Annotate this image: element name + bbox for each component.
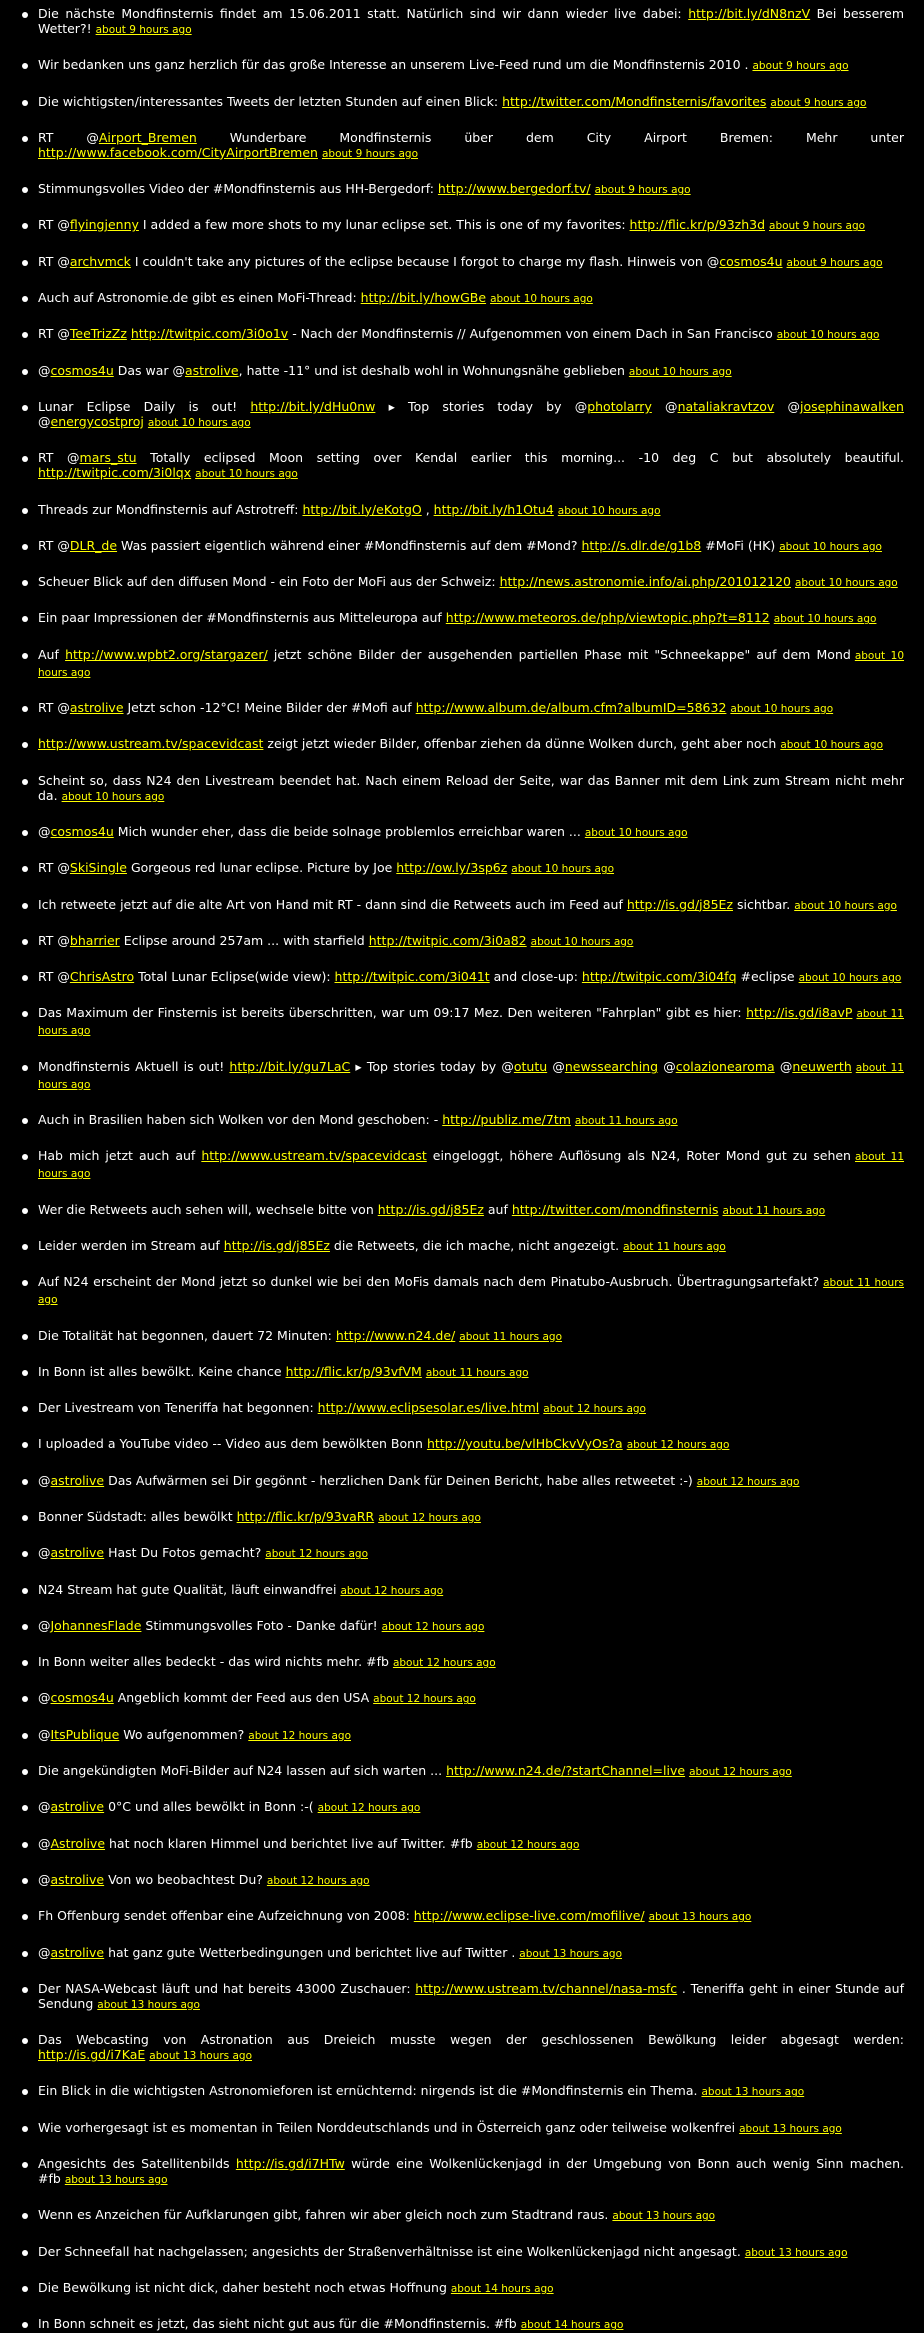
tweet-item (38, 1148, 904, 1182)
user-mention-link[interactable]: cosmos4u (50, 362, 114, 378)
tweet-timestamp-link[interactable]: about 10 hours ago (195, 468, 298, 481)
tweet-text: RT @ (38, 326, 70, 342)
tweet-text: I couldn't take any pictures of the eclipse because I forgot to charge my flash. Hinweis von @ (130, 253, 720, 269)
tweet-timestamp-link[interactable]: about 10 hours ago (511, 863, 615, 876)
tweet-timestamp-link[interactable]: about 13 hours ago (648, 1911, 752, 1924)
tweet-link[interactable]: http://flic.kr/p/93zh3d (629, 217, 766, 233)
tweet-link[interactable]: http://news.astronomie.info/ai.php/201012120 (499, 574, 791, 590)
tweet-text: Mich wunder eher, dass die beide solnage problemlos erreichbar waren ... (113, 823, 581, 839)
tweet-text: ▸ Top stories today by @ (375, 398, 588, 414)
tweet-timestamp-link[interactable]: about 10 hours ago (557, 504, 661, 517)
tweet-link[interactable]: http://twitpic.com/3i0o1v (130, 326, 289, 342)
tweet-item (38, 1654, 904, 1671)
tweet-timestamp-link[interactable]: about 13 hours ago (64, 2174, 168, 2187)
tweet-timestamp-link[interactable]: about 9 hours ago (769, 220, 866, 233)
tweet-link[interactable]: http://twitpic.com/3i0a82 (368, 932, 527, 948)
user-mention-link[interactable]: cosmos4u (50, 1690, 114, 1706)
tweet-item (38, 2207, 904, 2224)
tweet-timestamp-link[interactable]: about 10 hours ago (730, 703, 834, 716)
tweet-item (38, 1872, 904, 1889)
tweet-timestamp-link[interactable]: about 9 hours ago (770, 96, 867, 109)
tweet-text: Die nächste Mondfinsternis findet am 15.06.2011 statt. Natürlich sind wir dann wieder live dabei: (38, 6, 689, 21)
tweet-item (38, 1945, 904, 1962)
tweet-timestamp-link[interactable]: about 10 hours ago (794, 899, 897, 912)
tweet-text: @ (38, 823, 51, 839)
tweet-timestamp-link[interactable]: about 12 hours ago (476, 1838, 580, 1851)
tweet-timestamp-link[interactable]: about 12 hours ago (266, 1874, 370, 1887)
tweet-item (38, 1618, 904, 1635)
tweet-link[interactable]: http://twitter.com/Mondfinsternis/favorites (502, 93, 767, 109)
tweet-timestamp-link[interactable]: about 12 hours ago (378, 1511, 481, 1524)
tweet-link[interactable]: http://bit.ly/gu7LaC (229, 1058, 351, 1074)
tweet-timestamp-link[interactable]: about 11 hours ago (38, 1277, 905, 1307)
user-mention-link[interactable]: cosmos4u (50, 823, 114, 839)
user-mention-link[interactable]: astrolive (185, 362, 239, 378)
tweet-text: Wunderbare Mondfinsternis über dem City Airport Bremen: Mehr unter (196, 129, 904, 145)
tweet-text: würde eine Wolkenlückenjagd in der Umgebung von Bonn auch wenig Sinn machen. #fb (38, 2156, 904, 2187)
tweet-timestamp-link[interactable]: about 10 hours ago (776, 329, 880, 342)
tweet-text: N24 Stream hat gute Qualität, läuft einwandfrei (38, 1581, 337, 1597)
tweet-item (38, 1112, 904, 1129)
tweet-item (38, 502, 904, 519)
user-mention-link[interactable]: Airport_Bremen (98, 129, 197, 145)
tweet-text: @ (38, 1799, 51, 1815)
tweet-text: Die Totalität hat begonnen, dauert 72 Minuten: (38, 1327, 336, 1343)
tweet-link[interactable]: http://www.ustream.tv/spacevidcast (201, 1148, 427, 1164)
tweet-timestamp-link[interactable]: about 11 hours ago (459, 1330, 562, 1343)
tweet-link[interactable]: http://flic.kr/p/93vfVM (285, 1363, 422, 1379)
tweet-text: , hatte -11° und ist deshalb wohl in Wohnungsnähe geblieben (238, 362, 625, 378)
tweet-timestamp-link[interactable]: about 12 hours ago (248, 1729, 351, 1742)
tweet-text: Das Aufwärmen sei Dir gegönnt - herzlichen Dank für Deinen Bericht, habe alles retweetet :-) (104, 1472, 693, 1488)
tweet-item (38, 2316, 904, 2333)
tweet-timestamp-link[interactable]: about 13 hours ago (739, 2122, 842, 2135)
tweet-timestamp-link[interactable]: about 10 hours ago (61, 790, 165, 803)
tweet-text: @ (651, 398, 678, 414)
tweet-text: Auf N24 erscheint der Mond jetzt so dunkel wie bei den MoFis damals nach dem Pinatubo-Ausbruch. Übertragungsartefakt? (38, 1274, 820, 1290)
tweet-text: Die Bewölkung ist nicht dick, daher besteht noch etwas Hoffnung (38, 2279, 447, 2295)
user-mention-link[interactable]: ChrisAstro (69, 969, 135, 985)
tweet-text: Bei besserem Wetter?! (38, 6, 904, 36)
tweet-link[interactable]: http://twitter.com/mondfinsternis (511, 1201, 719, 1217)
tweet-item (38, 1727, 904, 1744)
tweet-text: #eclipse (736, 969, 795, 985)
tweet-text: @ (774, 398, 800, 414)
tweet-timestamp-link[interactable]: about 10 hours ago (38, 649, 905, 679)
tweet-item (38, 2280, 904, 2297)
tweet-text: @ (38, 1835, 51, 1851)
tweet-text: Angesichts des Satellitenbilds (38, 2156, 236, 2172)
tweet-item (38, 574, 904, 591)
tweet-item (38, 1799, 904, 1816)
tweet-timestamp-link[interactable]: about 13 hours ago (149, 2050, 253, 2063)
tweet-timestamp-link[interactable]: about 13 hours ago (744, 2246, 848, 2259)
tweet-item (38, 130, 904, 162)
tweet-timestamp-link[interactable]: about 10 hours ago (780, 739, 884, 752)
tweet-timestamp-link[interactable]: about 12 hours ago (340, 1584, 444, 1597)
tweet-item (38, 254, 904, 271)
user-mention-link[interactable]: cosmos4u (719, 253, 783, 269)
tweet-text: zeigt jetzt wieder Bilder, offenbar ziehen da dünne Wolken durch, geht aber noch (263, 736, 777, 752)
tweet-timestamp-link[interactable]: about 11 hours ago (38, 1151, 905, 1181)
tweet-timestamp-link[interactable]: about 10 hours ago (490, 293, 593, 306)
user-mention-link[interactable]: astrolive (50, 1871, 105, 1887)
tweet-timestamp-link[interactable]: about 11 hours ago (574, 1115, 678, 1128)
tweet-text: Fh Offenburg sendet offenbar eine Aufzeichnung von 2008: (38, 1908, 414, 1924)
tweet-timestamp-link[interactable]: about 12 hours ago (392, 1657, 496, 1670)
tweet-text: . Teneriffa geht in einer Stunde auf Sendung (38, 1980, 904, 2011)
tweet-item (38, 824, 904, 841)
tweet-text: #MoFi (HK) (701, 537, 776, 553)
tweet-link[interactable]: http://www.wpbt2.org/stargazer/ (65, 646, 268, 662)
tweet-timestamp-link[interactable]: about 12 hours ago (381, 1620, 485, 1633)
user-mention-link[interactable]: SkiSingle (69, 860, 127, 876)
tweet-link[interactable]: http://www.ustream.tv/channel/nasa-msfc (415, 1980, 678, 1996)
tweet-link[interactable]: http://is.gd/j85Ez (223, 1237, 330, 1253)
tweet-item (38, 538, 904, 555)
tweet-item (38, 1545, 904, 1562)
tweet-timestamp-link[interactable]: about 10 hours ago (798, 972, 902, 985)
tweet-text: @ (38, 1871, 51, 1887)
user-mention-link[interactable]: colazionearoma (675, 1058, 775, 1074)
tweet-text: Gorgeous red lunar eclipse. Picture by Joe (126, 860, 397, 876)
tweet-text: Jetzt schon -12°C! Meine Bilder der #Mofi auf (123, 700, 416, 716)
tweet-text: In Bonn weiter alles bedeckt - das wird nichts mehr. #fb (38, 1654, 389, 1670)
tweet-item (38, 2083, 904, 2100)
tweet-item (38, 1274, 904, 1308)
tweet-item (38, 1328, 904, 1345)
user-mention-link[interactable]: Astrolive (50, 1835, 106, 1851)
tweet-text: die Retweets, die ich mache, nicht angezeigt. (329, 1237, 620, 1253)
user-mention-link[interactable]: energycostproj (50, 413, 144, 429)
tweet-text: Das war @ (113, 362, 185, 378)
tweet-link[interactable]: http://ow.ly/3sp6z (396, 860, 508, 876)
tweet-item (38, 1908, 904, 1925)
tweet-text: Auch in Brasilien haben sich Wolken vor den Mond geschoben: - (38, 1112, 443, 1128)
tweet-item (38, 933, 904, 950)
user-mention-link[interactable]: DLR_de (69, 537, 118, 553)
tweet-item (38, 1364, 904, 1381)
tweet-text: Wenn es Anzeichen für Aufklarungen gibt, fahren wir aber gleich noch zum Stadtrand raus. (38, 2207, 609, 2223)
tweet-text: RT @ (38, 932, 70, 948)
tweet-timestamp-link[interactable]: about 14 hours ago (520, 2319, 624, 2332)
tweet-text: Was passiert eigentlich während einer #Mondfinsternis auf dem #Mond? (117, 537, 582, 553)
tweet-text: - Nach der Mondfinsternis // Aufgenommen von einem Dach in San Francisco (288, 326, 773, 342)
user-mention-link[interactable]: josephinawalken (799, 398, 904, 414)
tweet-timestamp-link[interactable]: about 10 hours ago (773, 613, 877, 626)
tweet-text: @ (38, 1545, 51, 1561)
tweet-text: Ein Blick in die wichtigsten Astronomieforen ist ernüchternd: nirgends ist die #Mondfinsternis ein Thema. (38, 2083, 698, 2099)
tweet-text: @ (38, 1617, 51, 1633)
tweet-text: Totally eclipsed Moon setting over Kendal earlier this morning... -10 deg C but absolutely beautiful. (136, 450, 904, 466)
tweet-text: In Bonn schneit es jetzt, das sieht nicht gut aus für die #Mondfinsternis. #fb (38, 2316, 517, 2332)
tweet-timestamp-link[interactable]: about 12 hours ago (543, 1403, 646, 1416)
tweet-text: Das Maximum der Finsternis ist bereits überschritten, war um 09:17 Mez. Den weiteren "Fahrplan" gibt es hier: (38, 1005, 747, 1021)
tweet-item (38, 94, 904, 111)
tweet-text: RT @ (38, 860, 70, 876)
tweet-item (38, 1202, 904, 1219)
tweet-text: RT @ (38, 450, 80, 466)
tweet-timestamp-link[interactable]: about 12 hours ago (317, 1802, 421, 1815)
tweet-timestamp-link[interactable]: about 9 hours ago (752, 60, 849, 73)
tweet-link[interactable]: http://bit.ly/h1Otu4 (433, 501, 554, 517)
tweet-link[interactable]: http://is.gd/i7HTw (235, 2156, 345, 2172)
tweet-timestamp-link[interactable]: about 10 hours ago (779, 540, 882, 553)
tweet-text: Scheuer Blick auf den diffusen Mond - ein Foto der MoFi aus der Schweiz: (38, 574, 500, 590)
tweet-item (38, 1582, 904, 1599)
tweet-item (38, 1836, 904, 1853)
tweet-text: @ (38, 1472, 51, 1488)
tweet-timestamp-link[interactable]: about 10 hours ago (795, 577, 898, 590)
tweet-item (38, 1059, 904, 1093)
tweet-text: @ (38, 1690, 51, 1706)
tweet-item (38, 700, 904, 717)
tweet-text: Ein paar Impressionen der #Mondfinsternis aus Mitteleuropa auf (38, 610, 446, 626)
tweet-item (38, 1400, 904, 1417)
user-mention-link[interactable]: neuwerth (792, 1058, 852, 1074)
tweet-item (38, 969, 904, 986)
tweet-text: @ (774, 1058, 793, 1074)
tweet-item (38, 1981, 904, 2013)
tweet-item (38, 1436, 904, 1453)
tweet-item (38, 1238, 904, 1255)
tweet-text: Mondfinsternis Aktuell is out! (38, 1058, 230, 1074)
tweet-text: @ (658, 1058, 676, 1074)
tweet-text: In Bonn ist alles bewölkt. Keine chance (38, 1363, 286, 1379)
tweet-item (38, 399, 904, 431)
tweet-item (38, 736, 904, 753)
tweet-text: Hast Du Fotos gemacht? (104, 1545, 262, 1561)
tweet-link[interactable]: http://flic.kr/p/93vaRR (236, 1508, 375, 1524)
tweet-text: sichtbar. (733, 896, 791, 912)
tweet-text: @ (547, 1058, 565, 1074)
tweet-link[interactable]: http://s.dlr.de/g1b8 (581, 537, 702, 553)
tweet-timestamp-link[interactable]: about 12 hours ago (689, 1766, 792, 1779)
tweet-timestamp-link[interactable]: about 9 hours ago (594, 184, 691, 197)
tweet-item (38, 1763, 904, 1780)
tweet-text: hat noch klaren Himmel und berichtet live auf Twitter. #fb (105, 1835, 473, 1851)
tweet-timestamp-link[interactable]: about 13 hours ago (701, 2086, 805, 2099)
tweet-text: eingeloggt, höhere Auflösung als N24, Roter Mond gut zu sehen (426, 1148, 851, 1164)
tweet-text: Scheint so, dass N24 den Livestream beendet hat. Nach einem Reload der Seite, war das Banner mit dem Link zum Stream nicht mehr da. (38, 772, 904, 803)
tweet-text: Wo aufgenommen? (119, 1726, 245, 1742)
tweet-text: RT @ (38, 969, 70, 985)
tweet-link[interactable]: http://www.facebook.com/CityAirportBremen (38, 144, 318, 160)
tweet-timestamp-link[interactable]: about 11 hours ago (623, 1240, 726, 1253)
tweet-text: Ich retweete jetzt auf die alte Art von Hand mit RT - dann sind die Retweets auch im Feed auf (38, 896, 627, 912)
tweet-link[interactable]: http://is.gd/j85Ez (377, 1201, 484, 1217)
tweet-item (38, 290, 904, 307)
tweet-text: RT @ (38, 537, 70, 553)
tweet-text: Total Lunar Eclipse(wide view): (134, 969, 335, 985)
tweet-text: Der Livestream von Teneriffa hat begonnen: (38, 1400, 318, 1416)
tweet-timestamp-link[interactable]: about 12 hours ago (696, 1475, 800, 1488)
tweet-timestamp-link[interactable]: about 12 hours ago (373, 1693, 476, 1706)
tweet-timestamp-link[interactable]: about 11 hours ago (38, 1061, 904, 1091)
tweet-text: Der NASA-Webcast läuft und hat bereits 43000 Zuschauer: (38, 1980, 416, 1996)
tweet-timestamp-link[interactable]: about 11 hours ago (425, 1366, 529, 1379)
tweet-text: Wer die Retweets auch sehen will, wechsele bitte von (38, 1201, 378, 1217)
tweet-item (38, 363, 904, 380)
tweet-timestamp-link[interactable]: about 12 hours ago (626, 1439, 730, 1452)
tweet-link[interactable]: http://twitpic.com/3i041t (334, 969, 490, 985)
tweet-item (38, 2120, 904, 2137)
tweet-link[interactable]: http://twitpic.com/3i04fq (581, 969, 737, 985)
tweet-item (38, 897, 904, 914)
user-mention-link[interactable]: astrolive (50, 1472, 105, 1488)
tweet-link[interactable]: http://www.bergedorf.tv/ (437, 181, 591, 197)
tweet-text: ▸ Top stories today by @ (350, 1058, 514, 1074)
tweet-timestamp-link[interactable]: about 10 hours ago (530, 935, 634, 948)
tweet-item (38, 57, 904, 74)
tweet-link[interactable]: http://is.gd/i7KaE (38, 2047, 146, 2063)
tweet-link[interactable]: http://twitpic.com/3i0lqx (38, 465, 192, 481)
tweet-link[interactable]: http://is.gd/j85Ez (626, 896, 733, 912)
tweet-text: Stimmungsvolles Foto - Danke dafür! (141, 1617, 378, 1633)
tweet-timestamp-link[interactable]: about 13 hours ago (97, 1998, 200, 2011)
tweet-text: @ (38, 1944, 51, 1960)
tweet-text: Bonner Südstadt: alles bewölkt (38, 1508, 237, 1524)
tweet-text: Von wo beobachtest Du? (104, 1871, 263, 1887)
tweet-timestamp-link[interactable]: about 13 hours ago (612, 2210, 716, 2223)
user-mention-link[interactable]: astrolive (50, 1799, 105, 1815)
user-mention-link[interactable]: newssearching (564, 1058, 659, 1074)
tweet-text: Threads zur Mondfinsternis auf Astrotreff: (38, 501, 303, 517)
tweet-text: Wir bedanken uns ganz herzlich für das große Interesse an unserem Live-Feed rund um die Mondfinsternis 2010 . (38, 57, 749, 73)
tweet-text: Die angekündigten MoFi-Bilder auf N24 lassen auf sich warten ... (38, 1763, 447, 1779)
tweet-link[interactable]: http://bit.ly/eKotgO (302, 501, 422, 517)
tweet-text: RT @ (38, 129, 99, 145)
tweet-link[interactable]: http://www.n24.de/?startChannel=live (446, 1763, 686, 1779)
tweet-text: hat ganz gute Wetterbedingungen und berichtet live auf Twitter . (104, 1944, 516, 1960)
tweet-link[interactable]: http://www.eclipse-live.com/mofilive/ (413, 1908, 645, 1924)
tweet-item (38, 2244, 904, 2261)
tweet-link[interactable]: http://www.album.de/album.cfm?albumID=58632 (415, 700, 727, 716)
user-mention-link[interactable]: photolarry (587, 398, 652, 414)
tweet-link[interactable]: http://www.eclipsesolar.es/live.html (317, 1400, 540, 1416)
tweet-text: I uploaded a YouTube video -- Video aus dem bewölkten Bonn (38, 1436, 427, 1452)
user-mention-link[interactable]: JohannesFlade (50, 1617, 142, 1633)
tweet-text: Auf (38, 646, 66, 662)
tweet-timestamp-link[interactable]: about 12 hours ago (265, 1548, 369, 1561)
tweet-item (38, 610, 904, 627)
user-mention-link[interactable]: astrolive (69, 700, 124, 716)
tweet-item (38, 773, 904, 805)
tweet-text: , (421, 501, 434, 517)
user-mention-link[interactable]: TeeTrizZz (69, 326, 127, 342)
tweet-link[interactable]: http://www.meteoros.de/php/viewtopic.php?t=8112 (445, 610, 770, 626)
tweet-timestamp-link[interactable]: about 10 hours ago (584, 826, 688, 839)
tweet-text: and close-up: (489, 969, 582, 985)
tweet-item (38, 217, 904, 234)
user-mention-link[interactable]: ItsPublique (50, 1726, 120, 1742)
tweet-text: RT @ (38, 253, 70, 269)
tweet-text: auf (483, 1201, 512, 1217)
tweet-link[interactable]: http://bit.ly/dN8nzV (688, 6, 811, 21)
tweet-text: Das Webcasting von Astronation aus Dreieich musste wegen der geschlossenen Bewölkung leider abgesagt werden: (38, 2032, 904, 2048)
tweet-link[interactable]: http://publiz.me/7tm (442, 1112, 571, 1128)
tweet-item (38, 450, 904, 482)
user-mention-link[interactable]: nataliakravtzov (677, 398, 775, 414)
tweet-text: Angeblich kommt der Feed aus den USA (113, 1690, 370, 1706)
tweet-link[interactable]: http://is.gd/i8avP (746, 1005, 853, 1021)
user-mention-link[interactable]: otutu (513, 1058, 548, 1074)
tweet-text: RT @ (38, 700, 70, 716)
user-mention-link[interactable]: flyingjenny (69, 217, 139, 233)
user-mention-link[interactable]: archvmck (69, 253, 131, 269)
user-mention-link[interactable]: mars_stu (79, 450, 137, 466)
tweet-timestamp-link[interactable]: about 9 hours ago (95, 24, 192, 36)
tweet-text: @ (38, 362, 51, 378)
tweet-timestamp-link[interactable]: about 11 hours ago (38, 1008, 904, 1038)
tweet-item (38, 326, 904, 343)
tweet-text: Stimmungsvolles Video der #Mondfinsternis aus HH-Bergedorf: (38, 181, 438, 197)
tweet-text: @ (38, 413, 51, 429)
tweet-item (38, 1005, 904, 1039)
tweet-item (38, 2156, 904, 2188)
tweet-timestamp-link[interactable]: about 14 hours ago (450, 2282, 554, 2295)
tweet-timestamp-link[interactable]: about 9 hours ago (786, 256, 883, 269)
user-mention-link[interactable]: astrolive (50, 1944, 105, 1960)
tweet-item (38, 1473, 904, 1490)
tweet-item (38, 1509, 904, 1526)
tweet-text: Die wichtigsten/interessantes Tweets der letzten Stunden auf einen Blick: (38, 93, 503, 109)
tweet-text: jetzt schöne Bilder der ausgehenden partiellen Phase mit "Schneekappe" auf dem Mond (267, 646, 851, 662)
tweet-text: Eclipse around 257am ... with starfield (119, 932, 369, 948)
tweet-timestamp-link[interactable]: about 10 hours ago (628, 365, 732, 378)
tweet-text: Leider werden im Stream auf (38, 1237, 224, 1253)
user-mention-link[interactable]: bharrier (69, 932, 120, 948)
user-mention-link[interactable]: astrolive (50, 1545, 105, 1561)
tweet-item (38, 181, 904, 198)
tweet-text: Wie vorhergesagt ist es momentan in Teilen Norddeutschlands und in Österreich ganz oder teilweise wolkenfrei (38, 2119, 736, 2135)
tweet-item (38, 860, 904, 877)
tweet-timestamp-link[interactable]: about 11 hours ago (722, 1204, 826, 1217)
tweet-link[interactable]: http://bit.ly/dHu0nw (250, 398, 376, 414)
tweet-text: @ (38, 1726, 51, 1742)
tweet-text: I added a few more shots to my lunar eclipse set. This is one of my favorites: (138, 217, 630, 233)
tweet-text: 0°C und alles bewölkt in Bonn :-( (104, 1799, 314, 1815)
tweet-link[interactable]: http://www.ustream.tv/spacevidcast (38, 736, 264, 752)
tweet-text: RT @ (38, 217, 70, 233)
tweet-link[interactable]: http://youtu.be/vlHbCkvVyOs?a (426, 1436, 623, 1452)
tweet-text: Hab mich jetzt auch auf (38, 1148, 202, 1164)
tweet-text: Auch auf Astronomie.de gibt es einen MoFi-Thread: (38, 290, 361, 306)
tweet-link[interactable]: http://bit.ly/howGBe (360, 290, 487, 306)
tweet-timestamp-link[interactable]: about 13 hours ago (519, 1947, 623, 1960)
tweet-text: Lunar Eclipse Daily is out! (38, 398, 251, 414)
tweet-link[interactable]: http://www.n24.de/ (335, 1327, 456, 1343)
tweet-item (38, 1690, 904, 1707)
tweet-timestamp-link[interactable]: about 9 hours ago (321, 147, 419, 160)
tweet-item (38, 6, 904, 38)
tweet-text: Der Schneefall hat nachgelassen; angesichts der Straßenverhältnisse ist eine Wolkenlückenjagd nicht angesagt. (38, 2243, 741, 2259)
tweet-item (38, 2032, 904, 2064)
tweet-item (38, 647, 904, 681)
tweet-timestamp-link[interactable]: about 10 hours ago (147, 416, 251, 429)
